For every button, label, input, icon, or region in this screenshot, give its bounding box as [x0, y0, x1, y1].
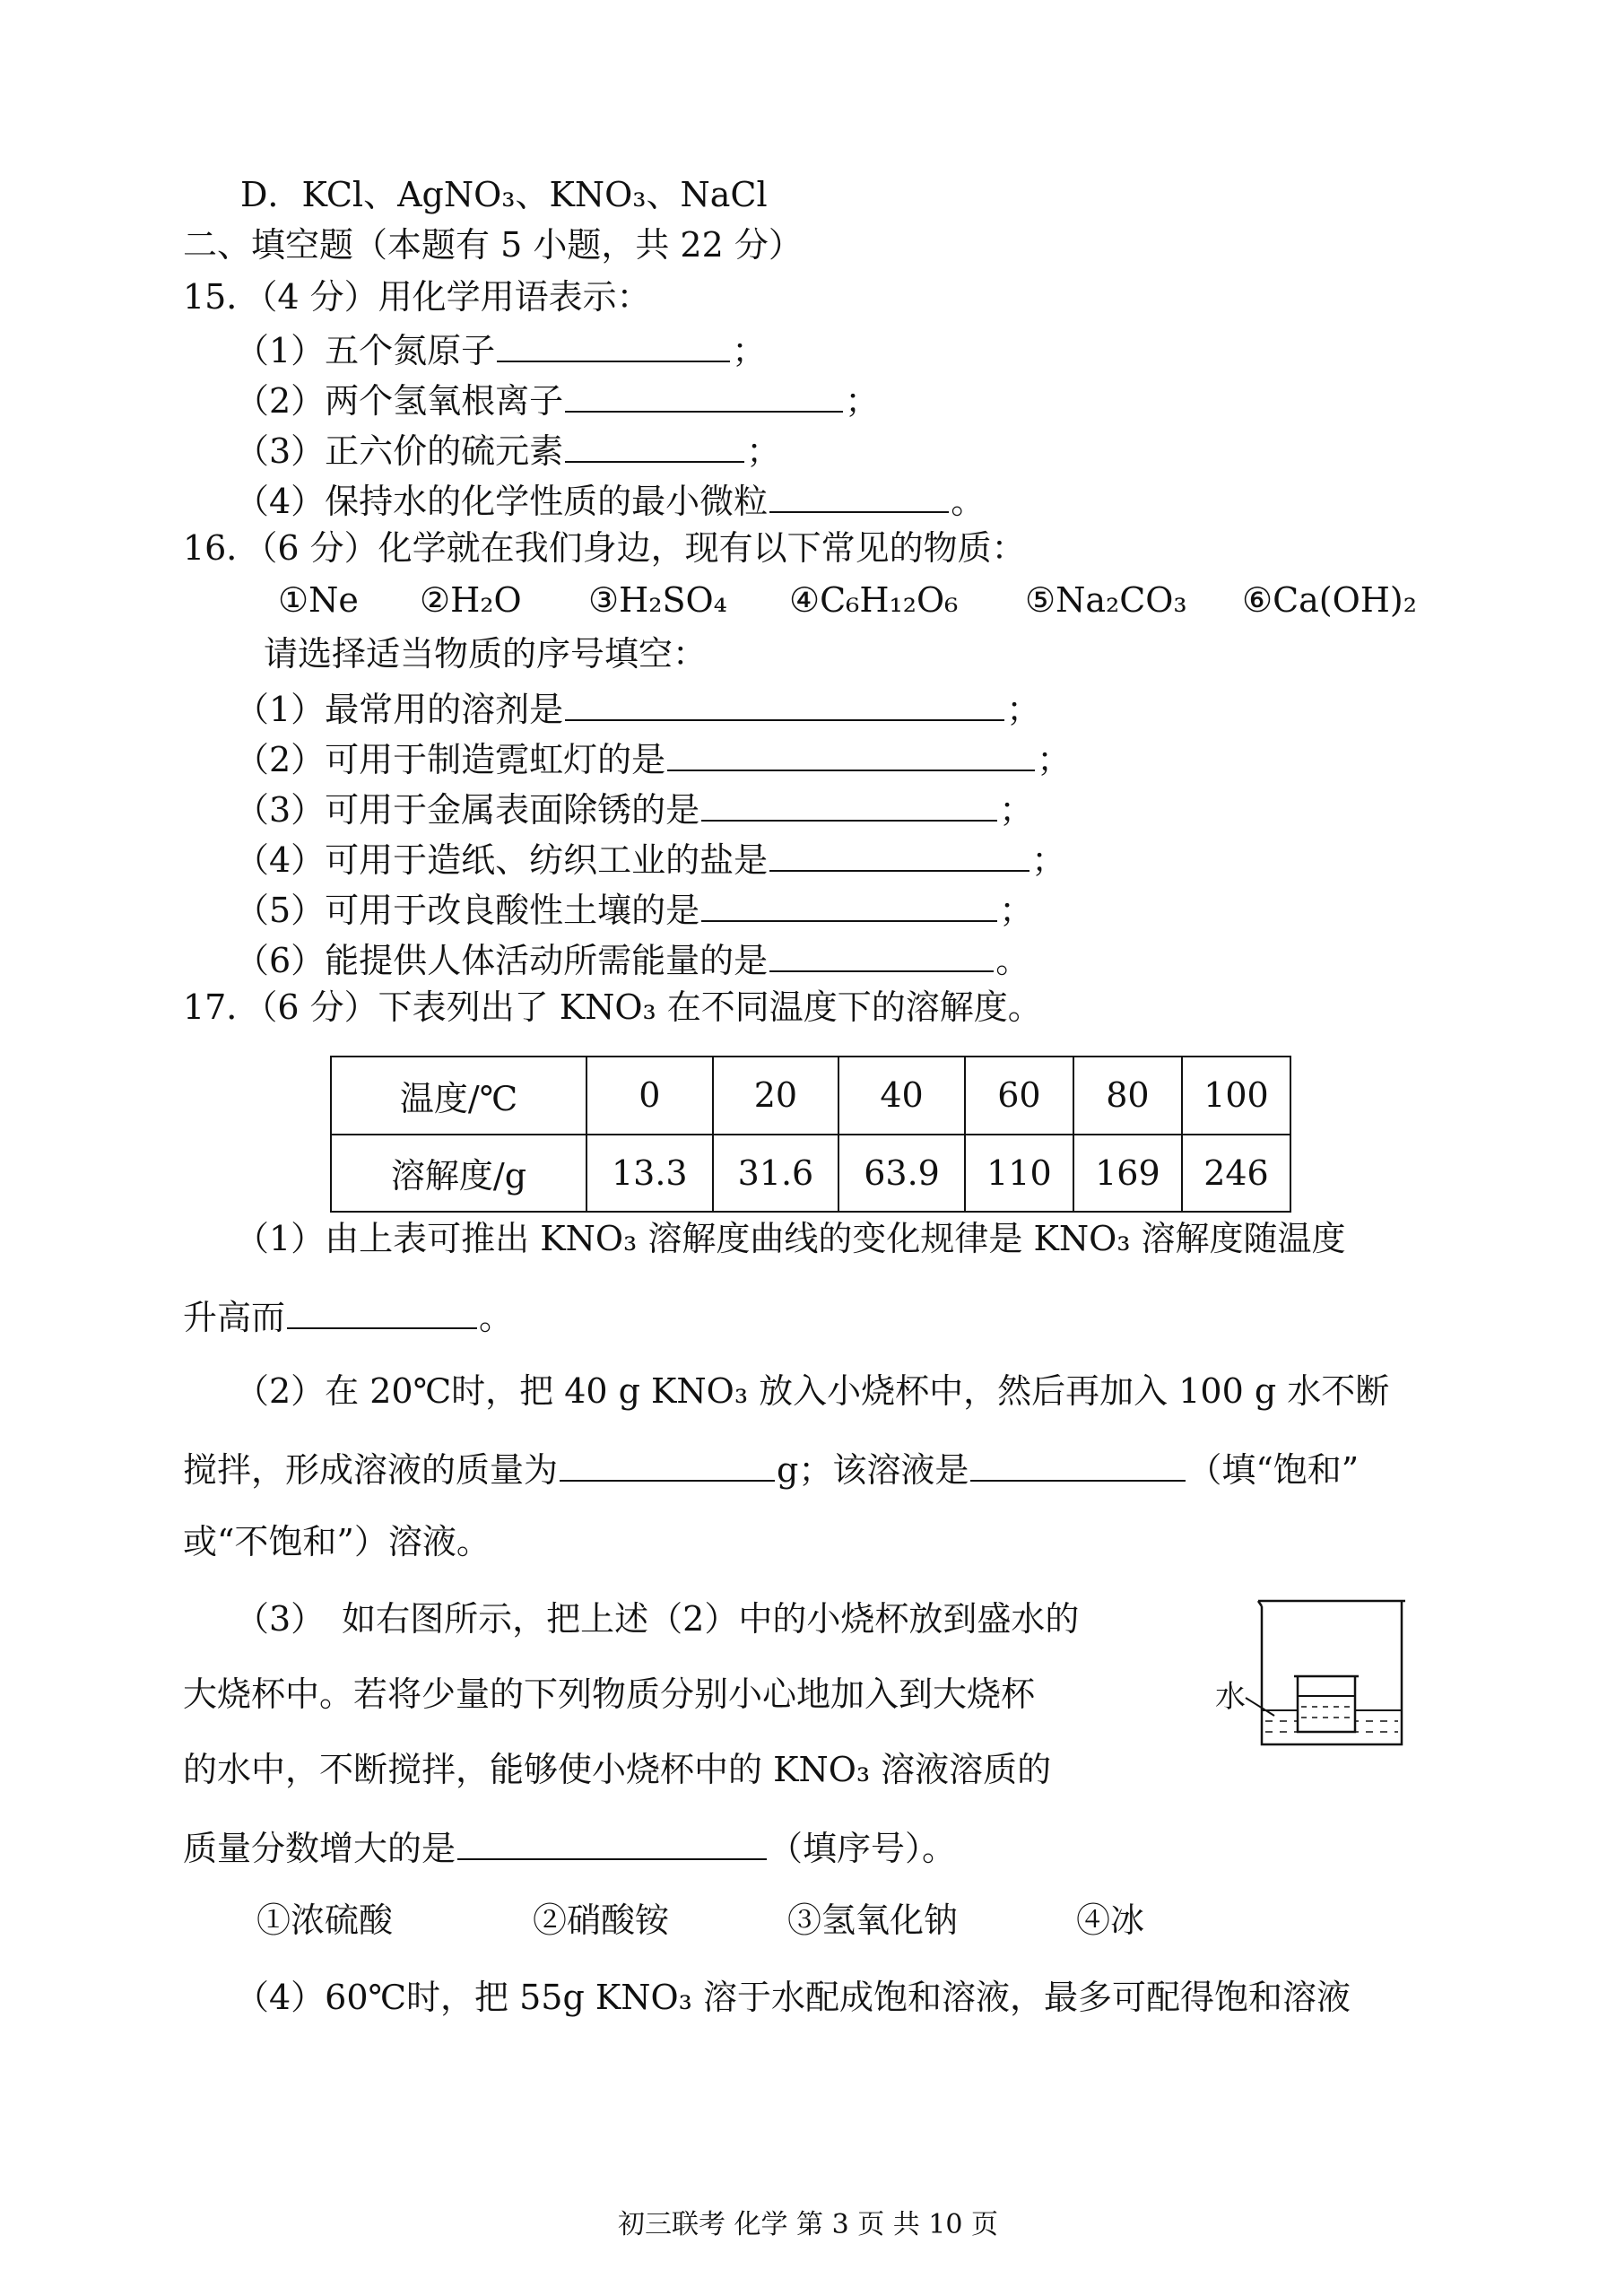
answer-blank[interactable] [497, 330, 730, 362]
q16-option-3: ③H₂SO₄ [588, 580, 727, 620]
table-cell: 110 [965, 1135, 1073, 1213]
q15-item-3 [235, 430, 781, 471]
table-row [331, 1057, 1290, 1135]
answer-blank[interactable] [701, 789, 997, 822]
q15-item-4 [235, 481, 986, 521]
q17-item-3-text: 质量分数增大的是 [183, 1829, 456, 1868]
table-cell: 13.3 [586, 1135, 713, 1213]
q17-item-3-line-1: （3） 如右图所示，把上述（2）中的小烧杯放到盛水的 [235, 1599, 1080, 1639]
table-cell: 80 [1073, 1057, 1182, 1135]
table-cell: 20 [713, 1057, 839, 1135]
table-cell: 31.6 [713, 1135, 839, 1213]
answer-blank[interactable] [565, 430, 744, 463]
q17-item-2-text-3: （填“饱和” [1187, 1450, 1360, 1490]
table-cell: 60 [965, 1057, 1073, 1135]
section-heading: 二、填空题（本题有 5 小题，共 22 分） [183, 225, 803, 265]
q16-item-6-text: （6）能提供人体活动所需能量的是 [235, 941, 769, 980]
q16-option-1: ①Ne [278, 580, 359, 620]
answer-blank[interactable] [769, 481, 949, 513]
q15-item-4-end: 。 [951, 482, 986, 521]
water-label: 水 [1215, 1679, 1246, 1715]
q16-item-2 [235, 739, 1071, 777]
q17-option-3: ③氢氧化钠 [787, 1900, 959, 1940]
answer-blank[interactable] [970, 1449, 1186, 1482]
table-cell: 169 [1073, 1135, 1182, 1213]
q17-item-1-text: 升高而 [183, 1298, 286, 1337]
q15-item-1 [235, 330, 766, 368]
beaker-diagram [1215, 1590, 1412, 1752]
q17-item-1-line-2 [183, 1297, 513, 1335]
answer-blank[interactable] [769, 839, 1030, 872]
q17-heading: 17．（6 分）下表列出了 KNO₃ 在不同温度下的溶解度。 [183, 987, 1042, 1027]
label-leader-line [1246, 1698, 1274, 1716]
table-row [331, 1135, 1290, 1213]
q16-item-6 [235, 940, 1030, 978]
table-cell: 100 [1182, 1057, 1290, 1135]
q17-item-2-text-1: 搅拌，形成溶液的质量为 [183, 1450, 559, 1490]
q17-item-3-line-2: 大烧杯中。若将少量的下列物质分别小心地加入到大烧杯 [183, 1674, 1036, 1714]
q17-item-3-tail: （填序号）。 [769, 1829, 957, 1868]
q16-heading: 16．（6 分）化学就在我们身边，现有以下常见的物质： [183, 528, 1026, 568]
q16-item-6-end: 。 [995, 941, 1030, 980]
q16-item-5-text: （5）可用于改良酸性土壤的是 [235, 891, 700, 930]
q15-item-2-text: （2）两个氢氧根离子 [235, 381, 564, 421]
answer-blank[interactable] [560, 1449, 775, 1482]
q16-item-5-end: ； [999, 891, 1034, 930]
table-cell: 63.9 [838, 1135, 965, 1213]
q17-item-3-line-4 [183, 1828, 956, 1866]
q16-item-3-text: （3）可用于金属表面除锈的是 [235, 790, 700, 830]
q17-item-2-text-2: g；该溶液是 [777, 1450, 969, 1490]
answer-blank[interactable] [565, 689, 1004, 721]
q16-option-6: ⑥Ca(OH)₂ [1242, 580, 1417, 620]
q17-item-1-line-1: （1）由上表可推出 KNO₃ 溶解度曲线的变化规律是 KNO₃ 溶解度随温度 [235, 1219, 1346, 1258]
page-footer: 初三联考 化学 第 3 页 共 10 页 [617, 2209, 998, 2240]
q16-item-5 [235, 890, 1034, 930]
q16-item-2-text: （2）可用于制造霓虹灯的是 [235, 740, 666, 779]
answer-blank[interactable] [457, 1828, 767, 1860]
table-header-solubility: 溶解度/g [331, 1135, 586, 1213]
q15-heading: 15．（4 分）用化学用语表示： [183, 277, 651, 317]
solubility-table [330, 1056, 1291, 1213]
q16-item-3-end: ； [999, 790, 1034, 830]
q15-item-3-end: ； [746, 431, 781, 471]
q16-item-3 [235, 789, 1034, 830]
answer-blank[interactable] [565, 380, 843, 413]
answer-blank[interactable] [667, 739, 1035, 771]
q16-item-1-text: （1）最常用的溶剂是 [235, 690, 564, 729]
q16-item-4 [235, 839, 1066, 880]
q15-item-4-text: （4）保持水的化学性质的最小微粒 [235, 482, 769, 521]
q16-item-1-end: ； [1006, 690, 1041, 729]
table-cell: 40 [838, 1057, 965, 1135]
table-header-temperature: 温度/℃ [331, 1057, 586, 1135]
q16-item-4-text: （4）可用于造纸、纺织工业的盐是 [235, 840, 769, 880]
q17-item-1-end: 。 [479, 1298, 514, 1337]
q16-option-2: ②H₂O [420, 580, 522, 620]
answer-blank[interactable] [287, 1297, 477, 1329]
q15-item-1-text: （1）五个氮原子 [235, 331, 496, 370]
q15-item-1-end: ； [732, 331, 767, 370]
answer-blank[interactable] [701, 890, 997, 922]
q16-item-1 [235, 689, 1041, 729]
q16-item-2-end: ； [1037, 740, 1072, 779]
q16-item-4-end: ； [1031, 840, 1066, 880]
q16-option-4: ④C₆H₁₂O₆ [789, 580, 959, 620]
q17-option-1: ①浓硫酸 [256, 1900, 394, 1940]
table-cell: 0 [586, 1057, 713, 1135]
q15-item-2-end: ； [845, 381, 880, 421]
q16-option-5: ⑤Na₂CO₃ [1025, 580, 1187, 620]
q16-instruction: 请选择适当物质的序号填空： [264, 634, 708, 674]
q17-item-3-line-3: 的水中，不断搅拌，能够使小烧杯中的 KNO₃ 溶液溶质的 [183, 1750, 1052, 1789]
answer-blank[interactable] [769, 940, 994, 972]
q17-item-4-line-1: （4）60℃时，把 55g KNO₃ 溶于水配成饱和溶液，最多可配得饱和溶液 [235, 1978, 1351, 2017]
q15-item-2 [235, 380, 880, 421]
option-d: D．KCl、AgNO₃、KNO₃、NaCl [240, 175, 768, 214]
q17-item-2-line-2 [183, 1449, 1360, 1490]
q17-option-4: ④冰 [1076, 1900, 1145, 1940]
q17-option-2: ②硝酸铵 [533, 1900, 670, 1940]
q15-item-3-text: （3）正六价的硫元素 [235, 431, 564, 471]
table-cell: 246 [1182, 1135, 1290, 1213]
q17-item-2-line-1: （2）在 20℃时，把 40 g KNO₃ 放入小烧杯中，然后再加入 100 g 水不断 [235, 1371, 1390, 1411]
small-beaker-outline [1298, 1676, 1355, 1732]
q17-item-2-line-3: 或“不饱和”）溶液。 [183, 1522, 491, 1561]
